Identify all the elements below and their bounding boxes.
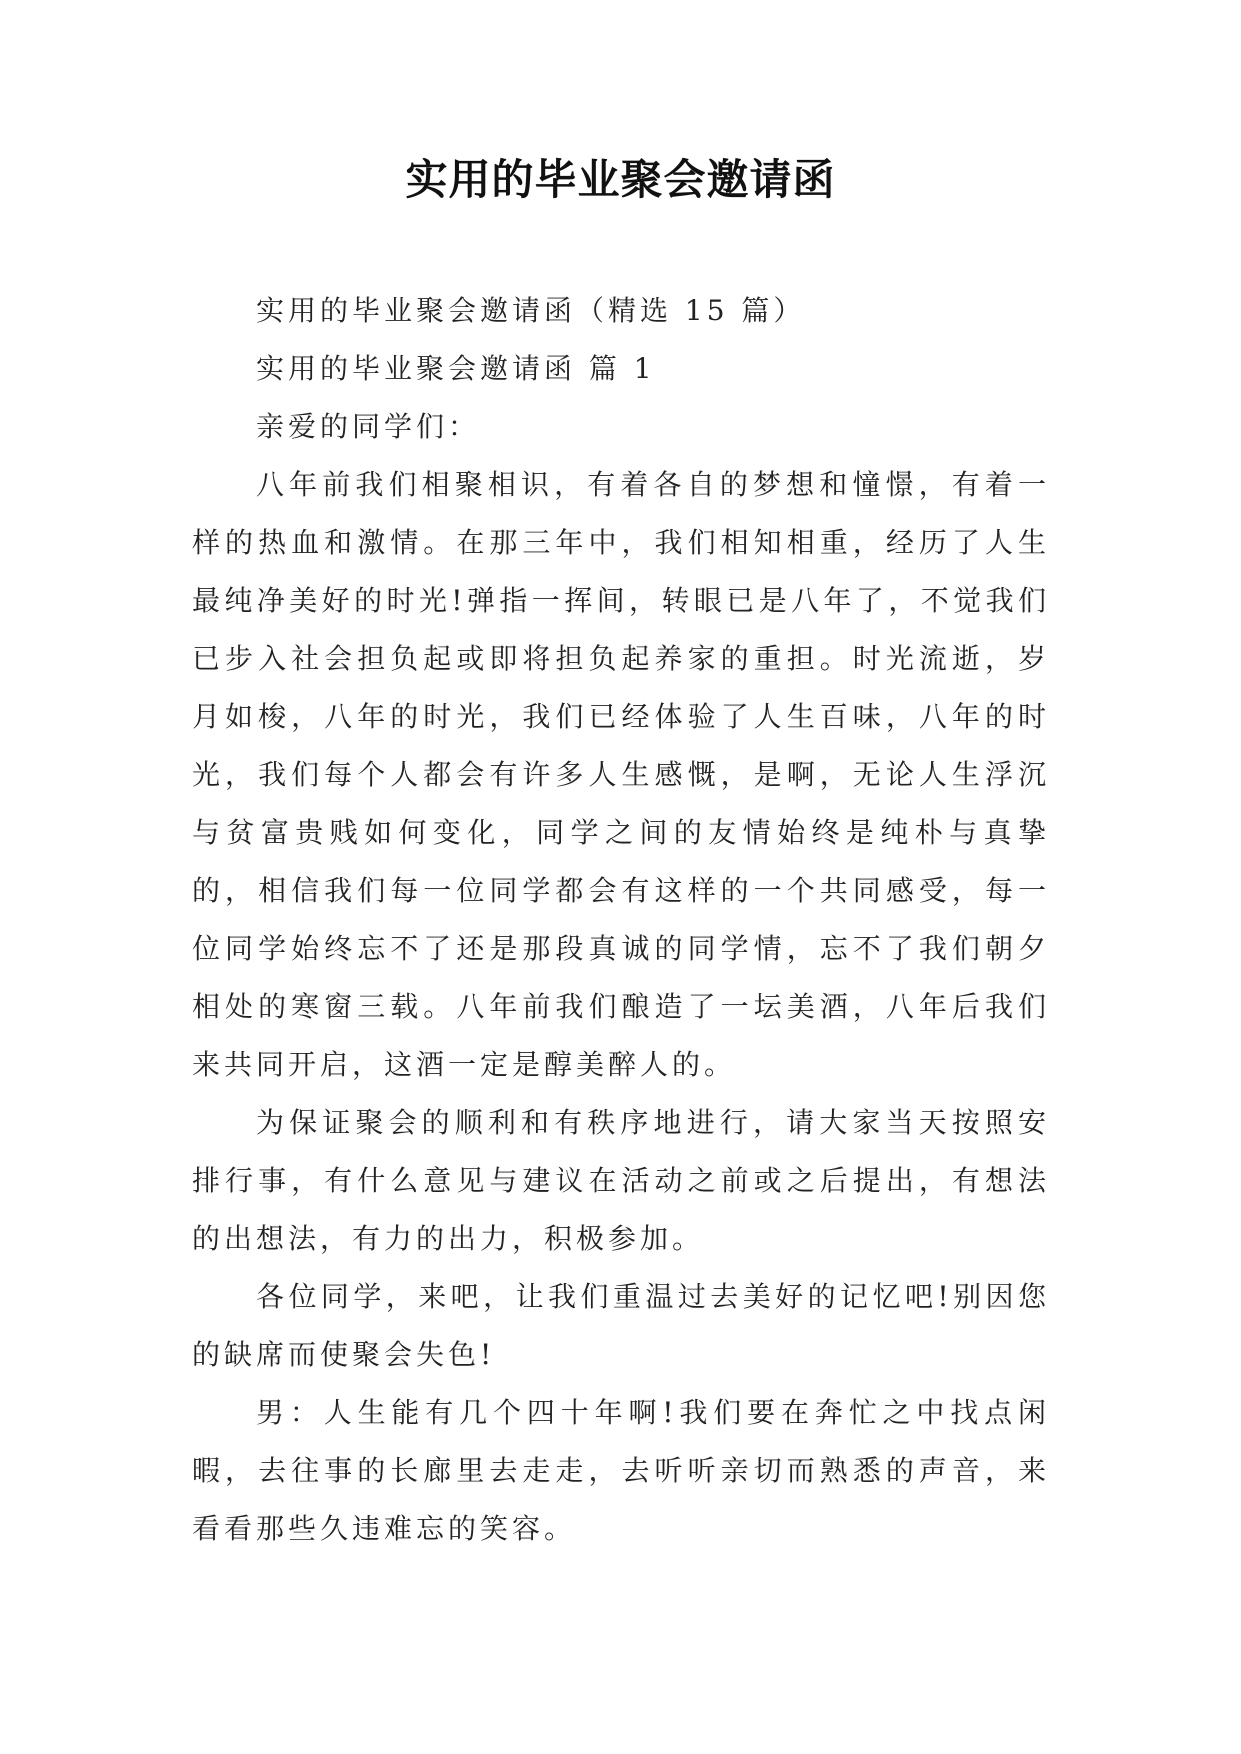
document-body	[192, 282, 1050, 1558]
section-heading: 实用的毕业聚会邀请函 篇 1	[256, 352, 656, 385]
document-title: 实用的毕业聚会邀请函	[405, 155, 836, 204]
body-paragraph: 各位同学，来吧，让我们重温过去美好的记忆吧!别因您的缺席而使聚会失色!	[192, 1280, 1050, 1371]
subtitle-paragraph: 实用的毕业聚会邀请函（精选 15 篇）	[256, 294, 806, 327]
body-paragraph: 八年前我们相聚相识，有着各自的梦想和憧憬，有着一样的热血和激情。在那三年中，我们相知相重，经历了人生最纯净美好的时光!弹指一挥间，转眼已是八年了，不觉我们已步入社会担负起或即将担负起养家的重担。时光流逝，岁月如梭，八年的时光，我们已经体验了人生百味，八年的时光，我们每个人都会有许多人生感慨，是啊，无论人生浮沉与贫富贵贱如何变化，同学之间的友情始终是纯朴与真挚的，相信我们每一位同学都会有这样的一个共同感受，每一位同学始终忘不了还是那段真诚的同学情，忘不了我们朝夕相处的寒窗三载。八年前我们酿造了一坛美酒，八年后我们来共同开启，这酒一定是醇美醉人的。	[192, 468, 1050, 1081]
salutation: 亲爱的同学们：	[256, 410, 481, 443]
body-paragraph: 为保证聚会的顺利和有秩序地进行，请大家当天按照安排行事，有什么意见与建议在活动之前或之后提出，有想法的出想法，有力的出力，积极参加。	[192, 1106, 1050, 1255]
body-paragraph: 男：人生能有几个四十年啊!我们要在奔忙之中找点闲暇，去往事的长廊里去走走，去听听亲切而熟悉的声音，来看看那些久违难忘的笑容。	[192, 1396, 1050, 1545]
